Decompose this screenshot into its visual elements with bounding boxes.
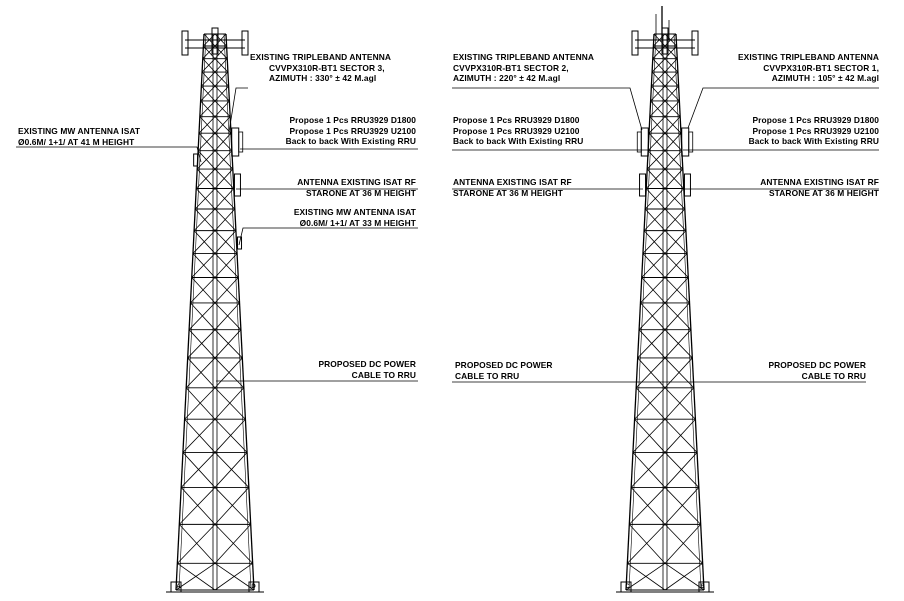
rru-unit-icon (232, 128, 239, 156)
tripleband-antenna-icon (692, 31, 698, 55)
label-line: Propose 1 Pcs RRU3929 U2100 (289, 125, 416, 136)
label-line: ANTENNA EXISTING ISAT RF (453, 177, 572, 187)
label-tripleband-sector3 (250, 52, 391, 84)
label-rf-starone-right-a (453, 177, 572, 198)
label-line: CABLE TO RRU (801, 370, 866, 381)
footing-label-right-b: B (700, 584, 705, 590)
label-line: EXISTING TRIPLEBAND ANTENNA (737, 52, 879, 62)
label-rru-proposal-left (286, 115, 416, 147)
label-line: Propose 1 Pcs RRU3929 U2100 (752, 125, 879, 136)
rf-antenna-icon (684, 174, 690, 196)
leader-mw41 (16, 147, 201, 162)
label-line: EXISTING MW ANTENNA ISAT (18, 126, 141, 136)
label-line: STARONE AT 36 M HEIGHT (453, 187, 563, 198)
label-line: STARONE AT 36 M HEIGHT (306, 187, 416, 198)
tripleband-antenna-icon (632, 31, 638, 55)
label-line: Ø0.6M/ 1+1/ AT 41 M HEIGHT (18, 136, 135, 147)
label-line: PROPOSED DC POWER (455, 360, 553, 370)
tower-leg (176, 34, 204, 590)
rru-unit-icon (682, 128, 689, 156)
label-rf-starone-right-b (760, 177, 879, 198)
tower-leg (226, 34, 254, 590)
tower-leg-inner (179, 34, 206, 590)
footing-label-right-c: C (625, 584, 630, 590)
label-line: Back to back With Existing RRU (285, 136, 416, 146)
tower-leg-inner (629, 34, 656, 590)
label-rru-proposal-right-a (453, 115, 583, 147)
label-line: AZIMUTH : 105° ± 42 M.agl (771, 73, 879, 83)
rf-antenna-icon (234, 174, 240, 196)
label-line: PROPOSED DC POWER (768, 360, 866, 370)
tower-leg-inner (674, 34, 701, 590)
leader-mw33 (239, 228, 418, 245)
label-dc-power-left (318, 359, 416, 380)
label-line: Back to back With Existing RRU (453, 136, 584, 146)
label-line: STARONE AT 36 M HEIGHT (769, 187, 879, 198)
footing-label-left-a: A (176, 584, 181, 590)
label-line: CABLE TO RRU (455, 370, 520, 381)
label-dc-power-right-a (455, 360, 553, 381)
label-line: Ø0.6M/ 1+1/ AT 33 M HEIGHT (299, 217, 416, 228)
leader-tripleband-s3 (229, 88, 248, 132)
label-line: ANTENNA EXISTING ISAT RF (760, 177, 879, 187)
label-mw-antenna-41m (18, 126, 140, 147)
label-rru-proposal-right-b (749, 115, 879, 147)
footing-label-left-d: D (251, 584, 256, 590)
rf-antenna-icon (640, 174, 646, 196)
label-line: Back to back With Existing RRU (748, 136, 879, 146)
label-line: EXISTING TRIPLEBAND ANTENNA (453, 52, 595, 62)
tripleband-antenna-icon (182, 31, 188, 55)
label-line: EXISTING TRIPLEBAND ANTENNA (250, 52, 392, 62)
label-line: CVVPX310R-BT1 SECTOR 3, (269, 62, 385, 73)
label-line: CVVPX310R-BT1 SECTOR 1, (763, 62, 879, 73)
label-line: PROPOSED DC POWER (318, 359, 416, 369)
label-line: Propose 1 Pcs RRU3929 U2100 (453, 125, 580, 136)
tripleband-antenna-icon (242, 31, 248, 55)
label-rf-starone-left (297, 177, 416, 198)
tower-leg (676, 34, 704, 590)
tower-leg-inner (224, 34, 251, 590)
rru-unit-icon (641, 128, 648, 156)
rru-unit-icon (637, 132, 641, 152)
tower-right (616, 6, 714, 592)
label-line: Propose 1 Pcs RRU3929 D1800 (752, 115, 879, 125)
tower-leg (626, 34, 654, 590)
label-line: AZIMUTH : 330° ± 42 M.agl (269, 73, 377, 83)
label-line: CABLE TO RRU (351, 369, 416, 380)
label-tripleband-sector1 (738, 52, 879, 84)
label-dc-power-right-b (768, 360, 866, 381)
label-tripleband-sector2 (453, 52, 594, 84)
label-line: ANTENNA EXISTING ISAT RF (297, 177, 416, 187)
label-mw-antenna-33m (294, 207, 416, 228)
label-line: AZIMUTH : 220° ± 42 M.agl (453, 73, 561, 83)
tower-left (166, 28, 264, 592)
label-line: EXISTING MW ANTENNA ISAT (293, 207, 416, 217)
rru-unit-icon (689, 132, 693, 152)
label-line: Propose 1 Pcs RRU3929 D1800 (453, 115, 580, 125)
label-line: Propose 1 Pcs RRU3929 D1800 (289, 115, 416, 125)
label-line: CVVPX310R-BT1 SECTOR 2, (453, 62, 569, 73)
